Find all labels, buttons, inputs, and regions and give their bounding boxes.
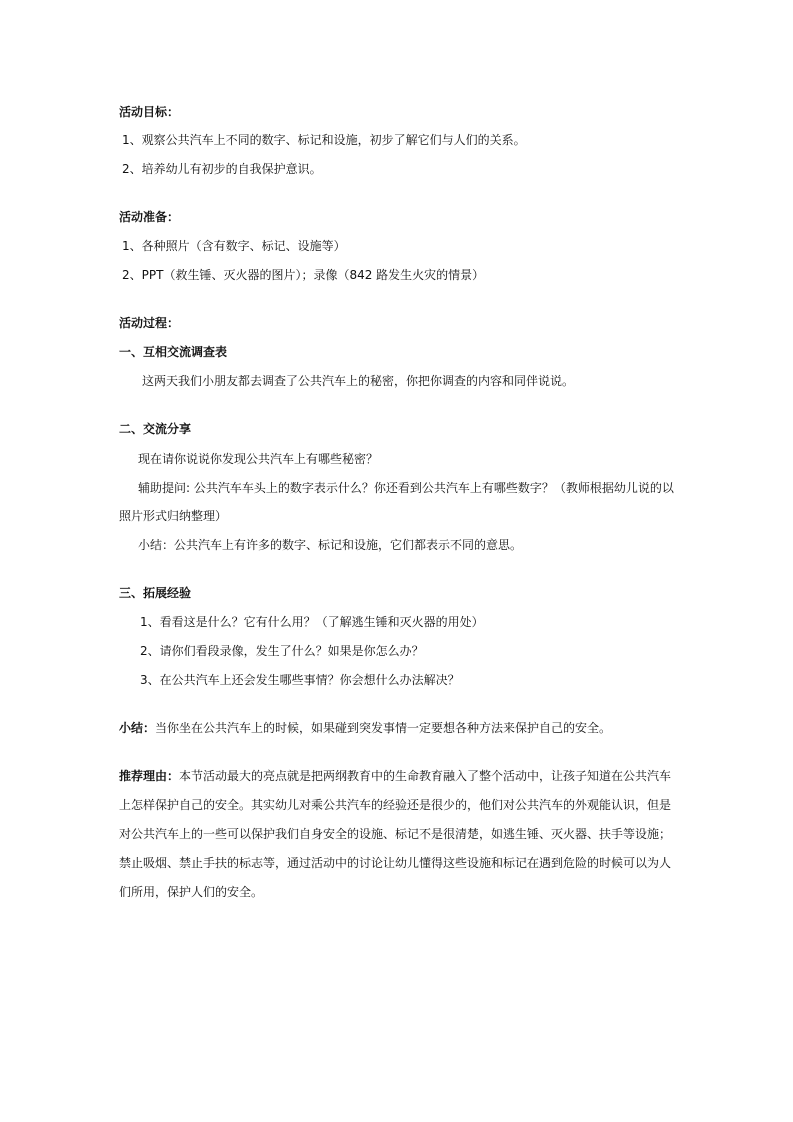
section3-item-3: 3、在公共汽车上还会发生哪些事情？你会想什么办法解决？ <box>140 673 460 687</box>
section1-text: 这两天我们小朋友都去调查了公共汽车上的秘密，你把你调查的内容和同伴说说。 <box>142 374 575 388</box>
reason-line-4: 禁止吸烟、禁止手扶的标志等，通过活动中的讨论让幼儿懂得这些设施和标记在遇到危险的时候可以为人 <box>119 856 672 870</box>
reason-label: 推荐理由： <box>119 769 180 783</box>
section2-summary: 小结：公共汽车上有许多的数字、标记和设施，它们都表示不同的意思。 <box>138 538 523 552</box>
process-heading: 活动过程： <box>119 316 180 330</box>
conclusion-text: 当你坐在公共汽车上的时候，如果碰到突发事情一定要想各种方法来保护自己的安全。 <box>155 721 612 735</box>
section2-title: 二、交流分享 <box>119 422 192 436</box>
prep-item-2: 2、PPT（救生锤、灭火器的图片）；录像（842 路发生火灾的情景） <box>122 268 485 282</box>
prep-item-1: 1、各种照片（含有数字、标记、设施等） <box>122 239 346 253</box>
section2-aux-line1: 辅助提问: 公共汽车车头上的数字表示什么？你还看到公共汽车上有哪些数字？（教师根据幼儿说的以 <box>138 481 674 495</box>
section3-item-1: 1、看看这是什么？它有什么用？（了解逃生锤和灭火器的用处） <box>140 615 484 629</box>
section3-title: 三、拓展经验 <box>119 586 192 600</box>
reason-text-1: 本节活动最大的亮点就是把两纲教育中的生命教育融入了整个活动中，让孩子知道在公共汽车 <box>179 769 672 783</box>
reason-line-5: 们所用，保护人们的安全。 <box>119 885 264 899</box>
reason-line-1 <box>119 768 671 784</box>
section2-question: 现在请你说说你发现公共汽车上有哪些秘密？ <box>138 452 379 466</box>
section1-title: 一、互相交流调查表 <box>119 345 228 359</box>
reason-line-2: 上怎样保护自己的安全。其实幼儿对乘公共汽车的经验还是很少的，他们对公共汽车的外观能认识，但是 <box>119 798 672 812</box>
prep-heading: 活动准备： <box>119 210 180 224</box>
conclusion-label: 小结： <box>119 721 156 735</box>
reason-line-3: 对公共汽车上的一些可以保护我们自身安全的设施、标记不是很清楚，如逃生锤、灭火器、扶手等设施； <box>119 827 672 841</box>
goal-item-2: 2、培养幼儿有初步的自我保护意识。 <box>122 162 322 176</box>
conclusion-paragraph <box>119 720 611 736</box>
section3-item-2: 2、请你们看段录像，发生了什么？如果是你怎么办？ <box>140 644 424 658</box>
goal-item-1: 1、观察公共汽车上不同的数字、标记和设施，初步了解它们与人们的关系。 <box>122 133 526 147</box>
section2-aux-line2: 照片形式归纳整理） <box>119 509 228 523</box>
goals-heading: 活动目标： <box>119 105 180 119</box>
